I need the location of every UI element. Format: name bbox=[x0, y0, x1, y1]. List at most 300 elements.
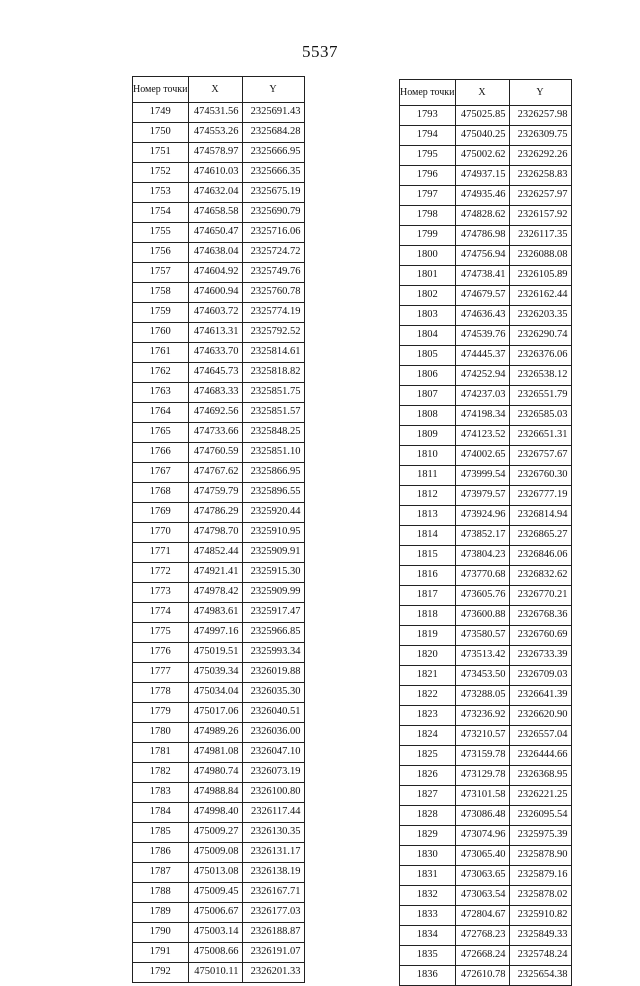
y-coordinate-cell: 2326088.08 bbox=[509, 246, 571, 266]
y-coordinate-cell: 2326760.69 bbox=[509, 626, 571, 646]
y-coordinate-cell: 2325910.82 bbox=[509, 906, 571, 926]
x-coordinate-cell: 472610.78 bbox=[455, 966, 509, 986]
y-coordinate-cell: 2325749.76 bbox=[242, 263, 304, 283]
table-row bbox=[133, 783, 305, 803]
y-coordinate-cell: 2326221.25 bbox=[509, 786, 571, 806]
y-coordinate-cell: 2326100.80 bbox=[242, 783, 304, 803]
table-row bbox=[133, 223, 305, 243]
x-coordinate-cell: 474733.66 bbox=[188, 423, 242, 443]
x-coordinate-cell: 473852.17 bbox=[455, 526, 509, 546]
y-coordinate-cell: 2326162.44 bbox=[509, 286, 571, 306]
x-coordinate-cell: 474123.52 bbox=[455, 426, 509, 446]
table-row bbox=[400, 706, 572, 726]
table-row bbox=[133, 323, 305, 343]
table-row bbox=[400, 626, 572, 646]
y-coordinate-cell: 2325760.78 bbox=[242, 283, 304, 303]
x-coordinate-cell: 474445.37 bbox=[455, 346, 509, 366]
y-coordinate-cell: 2326760.30 bbox=[509, 466, 571, 486]
table-row bbox=[133, 663, 305, 683]
table-row bbox=[133, 823, 305, 843]
point-number-cell: 1808 bbox=[400, 406, 456, 426]
x-coordinate-cell: 474531.56 bbox=[188, 103, 242, 123]
table-row bbox=[400, 806, 572, 826]
point-number-cell: 1780 bbox=[133, 723, 189, 743]
y-coordinate-cell: 2326620.90 bbox=[509, 706, 571, 726]
header-y: Y bbox=[242, 77, 304, 103]
x-coordinate-cell: 473999.54 bbox=[455, 466, 509, 486]
x-coordinate-cell: 474002.65 bbox=[455, 446, 509, 466]
x-coordinate-cell: 474604.92 bbox=[188, 263, 242, 283]
y-coordinate-cell: 2326167.71 bbox=[242, 883, 304, 903]
point-number-cell: 1811 bbox=[400, 466, 456, 486]
x-coordinate-cell: 474198.34 bbox=[455, 406, 509, 426]
point-number-cell: 1819 bbox=[400, 626, 456, 646]
table-row bbox=[400, 366, 572, 386]
point-number-cell: 1751 bbox=[133, 143, 189, 163]
x-coordinate-cell: 473159.78 bbox=[455, 746, 509, 766]
x-coordinate-cell: 474756.94 bbox=[455, 246, 509, 266]
table-row bbox=[400, 346, 572, 366]
header-point-number: Номер точки bbox=[133, 77, 189, 103]
x-coordinate-cell: 472668.24 bbox=[455, 946, 509, 966]
point-number-cell: 1777 bbox=[133, 663, 189, 683]
table-row bbox=[400, 326, 572, 346]
point-number-cell: 1810 bbox=[400, 446, 456, 466]
y-coordinate-cell: 2326073.19 bbox=[242, 763, 304, 783]
table-row bbox=[133, 863, 305, 883]
table-row bbox=[400, 746, 572, 766]
y-coordinate-cell: 2326035.30 bbox=[242, 683, 304, 703]
point-number-cell: 1789 bbox=[133, 903, 189, 923]
table-row bbox=[133, 923, 305, 943]
x-coordinate-cell: 474610.03 bbox=[188, 163, 242, 183]
table-row bbox=[400, 206, 572, 226]
y-coordinate-cell: 2325792.52 bbox=[242, 323, 304, 343]
point-number-cell: 1824 bbox=[400, 726, 456, 746]
y-coordinate-cell: 2325915.30 bbox=[242, 563, 304, 583]
table-row bbox=[133, 243, 305, 263]
point-number-cell: 1820 bbox=[400, 646, 456, 666]
point-number-cell: 1827 bbox=[400, 786, 456, 806]
point-number-cell: 1771 bbox=[133, 543, 189, 563]
point-number-cell: 1793 bbox=[400, 106, 456, 126]
y-coordinate-cell: 2325851.10 bbox=[242, 443, 304, 463]
header-x: X bbox=[188, 77, 242, 103]
y-coordinate-cell: 2325684.28 bbox=[242, 123, 304, 143]
table-row bbox=[400, 566, 572, 586]
x-coordinate-cell: 474553.26 bbox=[188, 123, 242, 143]
point-number-cell: 1773 bbox=[133, 583, 189, 603]
x-coordinate-cell: 474237.03 bbox=[455, 386, 509, 406]
y-coordinate-cell: 2326095.54 bbox=[509, 806, 571, 826]
x-coordinate-cell: 474989.26 bbox=[188, 723, 242, 743]
y-coordinate-cell: 2326551.79 bbox=[509, 386, 571, 406]
x-coordinate-cell: 474981.08 bbox=[188, 743, 242, 763]
y-coordinate-cell: 2326203.35 bbox=[509, 306, 571, 326]
table-row bbox=[133, 343, 305, 363]
point-number-cell: 1818 bbox=[400, 606, 456, 626]
x-coordinate-cell: 475034.04 bbox=[188, 683, 242, 703]
point-number-cell: 1806 bbox=[400, 366, 456, 386]
page-number: 5537 bbox=[302, 42, 338, 61]
x-coordinate-cell: 473063.65 bbox=[455, 866, 509, 886]
y-coordinate-cell: 2326036.00 bbox=[242, 723, 304, 743]
point-number-cell: 1776 bbox=[133, 643, 189, 663]
table-row bbox=[400, 246, 572, 266]
point-number-cell: 1831 bbox=[400, 866, 456, 886]
x-coordinate-cell: 474613.31 bbox=[188, 323, 242, 343]
y-coordinate-cell: 2326814.94 bbox=[509, 506, 571, 526]
x-coordinate-cell: 475003.14 bbox=[188, 923, 242, 943]
point-number-cell: 1774 bbox=[133, 603, 189, 623]
table-row bbox=[400, 846, 572, 866]
point-number-cell: 1828 bbox=[400, 806, 456, 826]
y-coordinate-cell: 2325866.95 bbox=[242, 463, 304, 483]
y-coordinate-cell: 2326047.10 bbox=[242, 743, 304, 763]
point-number-cell: 1762 bbox=[133, 363, 189, 383]
y-coordinate-cell: 2326292.26 bbox=[509, 146, 571, 166]
y-coordinate-cell: 2326117.44 bbox=[242, 803, 304, 823]
y-coordinate-cell: 2326709.03 bbox=[509, 666, 571, 686]
point-number-cell: 1749 bbox=[133, 103, 189, 123]
table-row bbox=[133, 123, 305, 143]
point-number-cell: 1794 bbox=[400, 126, 456, 146]
table-row bbox=[400, 186, 572, 206]
table-row bbox=[133, 583, 305, 603]
y-coordinate-cell: 2326768.36 bbox=[509, 606, 571, 626]
x-coordinate-cell: 473924.96 bbox=[455, 506, 509, 526]
y-coordinate-cell: 2326376.06 bbox=[509, 346, 571, 366]
x-coordinate-cell: 474983.61 bbox=[188, 603, 242, 623]
table-row bbox=[133, 723, 305, 743]
table-row bbox=[400, 426, 572, 446]
x-coordinate-cell: 473979.57 bbox=[455, 486, 509, 506]
table-row bbox=[400, 906, 572, 926]
table-row bbox=[133, 803, 305, 823]
table-row bbox=[400, 866, 572, 886]
y-coordinate-cell: 2326177.03 bbox=[242, 903, 304, 923]
table-row bbox=[400, 786, 572, 806]
x-coordinate-cell: 475009.45 bbox=[188, 883, 242, 903]
y-coordinate-cell: 2326309.75 bbox=[509, 126, 571, 146]
x-coordinate-cell: 474692.56 bbox=[188, 403, 242, 423]
x-coordinate-cell: 472768.23 bbox=[455, 926, 509, 946]
y-coordinate-cell: 2326138.19 bbox=[242, 863, 304, 883]
y-coordinate-cell: 2325675.19 bbox=[242, 183, 304, 203]
x-coordinate-cell: 475017.06 bbox=[188, 703, 242, 723]
y-coordinate-cell: 2325851.57 bbox=[242, 403, 304, 423]
y-coordinate-cell: 2325666.95 bbox=[242, 143, 304, 163]
point-number-cell: 1750 bbox=[133, 123, 189, 143]
x-coordinate-cell: 474852.44 bbox=[188, 543, 242, 563]
point-number-cell: 1755 bbox=[133, 223, 189, 243]
table-row bbox=[133, 443, 305, 463]
point-number-cell: 1787 bbox=[133, 863, 189, 883]
table-row bbox=[133, 183, 305, 203]
table-row bbox=[400, 446, 572, 466]
point-number-cell: 1788 bbox=[133, 883, 189, 903]
table-row bbox=[400, 526, 572, 546]
x-coordinate-cell: 474679.57 bbox=[455, 286, 509, 306]
y-coordinate-cell: 2325818.82 bbox=[242, 363, 304, 383]
x-coordinate-cell: 474683.33 bbox=[188, 383, 242, 403]
y-coordinate-cell: 2325654.38 bbox=[509, 966, 571, 986]
table-row bbox=[400, 126, 572, 146]
table-row bbox=[400, 966, 572, 986]
point-number-cell: 1779 bbox=[133, 703, 189, 723]
table-row bbox=[400, 686, 572, 706]
y-coordinate-cell: 2325896.55 bbox=[242, 483, 304, 503]
coordinates-table-left bbox=[132, 76, 305, 983]
point-number-cell: 1781 bbox=[133, 743, 189, 763]
point-number-cell: 1836 bbox=[400, 966, 456, 986]
x-coordinate-cell: 473129.78 bbox=[455, 766, 509, 786]
point-number-cell: 1761 bbox=[133, 343, 189, 363]
point-number-cell: 1823 bbox=[400, 706, 456, 726]
point-number-cell: 1784 bbox=[133, 803, 189, 823]
table-row bbox=[133, 643, 305, 663]
x-coordinate-cell: 474638.04 bbox=[188, 243, 242, 263]
x-coordinate-cell: 474767.62 bbox=[188, 463, 242, 483]
y-coordinate-cell: 2326131.17 bbox=[242, 843, 304, 863]
x-coordinate-cell: 474760.59 bbox=[188, 443, 242, 463]
x-coordinate-cell: 474650.47 bbox=[188, 223, 242, 243]
y-coordinate-cell: 2325878.90 bbox=[509, 846, 571, 866]
x-coordinate-cell: 473804.23 bbox=[455, 546, 509, 566]
table-row bbox=[400, 646, 572, 666]
y-coordinate-cell: 2325724.72 bbox=[242, 243, 304, 263]
table-row bbox=[133, 463, 305, 483]
point-number-cell: 1813 bbox=[400, 506, 456, 526]
x-coordinate-cell: 474738.41 bbox=[455, 266, 509, 286]
table-row bbox=[133, 163, 305, 183]
x-coordinate-cell: 473101.58 bbox=[455, 786, 509, 806]
point-number-cell: 1757 bbox=[133, 263, 189, 283]
x-coordinate-cell: 475008.66 bbox=[188, 943, 242, 963]
table-row bbox=[400, 286, 572, 306]
table-body-left bbox=[133, 103, 305, 983]
table-row bbox=[133, 383, 305, 403]
y-coordinate-cell: 2325909.99 bbox=[242, 583, 304, 603]
point-number-cell: 1830 bbox=[400, 846, 456, 866]
x-coordinate-cell: 474786.29 bbox=[188, 503, 242, 523]
table-row bbox=[400, 306, 572, 326]
x-coordinate-cell: 474539.76 bbox=[455, 326, 509, 346]
x-coordinate-cell: 473513.42 bbox=[455, 646, 509, 666]
y-coordinate-cell: 2325716.06 bbox=[242, 223, 304, 243]
point-number-cell: 1791 bbox=[133, 943, 189, 963]
table-row bbox=[133, 483, 305, 503]
point-number-cell: 1783 bbox=[133, 783, 189, 803]
y-coordinate-cell: 2326290.74 bbox=[509, 326, 571, 346]
y-coordinate-cell: 2325849.33 bbox=[509, 926, 571, 946]
table-row bbox=[400, 146, 572, 166]
x-coordinate-cell: 473236.92 bbox=[455, 706, 509, 726]
x-coordinate-cell: 474980.74 bbox=[188, 763, 242, 783]
y-coordinate-cell: 2326019.88 bbox=[242, 663, 304, 683]
x-coordinate-cell: 473288.05 bbox=[455, 686, 509, 706]
table-row bbox=[400, 386, 572, 406]
y-coordinate-cell: 2326757.67 bbox=[509, 446, 571, 466]
y-coordinate-cell: 2325975.39 bbox=[509, 826, 571, 846]
table-row bbox=[133, 423, 305, 443]
y-coordinate-cell: 2325910.95 bbox=[242, 523, 304, 543]
table-row bbox=[133, 283, 305, 303]
table-row bbox=[133, 623, 305, 643]
table-row bbox=[133, 363, 305, 383]
point-number-cell: 1809 bbox=[400, 426, 456, 446]
point-number-cell: 1822 bbox=[400, 686, 456, 706]
x-coordinate-cell: 475009.08 bbox=[188, 843, 242, 863]
table-row bbox=[400, 826, 572, 846]
y-coordinate-cell: 2325848.25 bbox=[242, 423, 304, 443]
y-coordinate-cell: 2325920.44 bbox=[242, 503, 304, 523]
point-number-cell: 1797 bbox=[400, 186, 456, 206]
point-number-cell: 1792 bbox=[133, 963, 189, 983]
table-row bbox=[400, 606, 572, 626]
table-row bbox=[133, 523, 305, 543]
point-number-cell: 1759 bbox=[133, 303, 189, 323]
x-coordinate-cell: 474921.41 bbox=[188, 563, 242, 583]
x-coordinate-cell: 475013.08 bbox=[188, 863, 242, 883]
x-coordinate-cell: 473074.96 bbox=[455, 826, 509, 846]
table-row bbox=[133, 943, 305, 963]
table-row bbox=[400, 586, 572, 606]
point-number-cell: 1826 bbox=[400, 766, 456, 786]
x-coordinate-cell: 474998.40 bbox=[188, 803, 242, 823]
point-number-cell: 1807 bbox=[400, 386, 456, 406]
x-coordinate-cell: 474645.73 bbox=[188, 363, 242, 383]
point-number-cell: 1829 bbox=[400, 826, 456, 846]
y-coordinate-cell: 2326258.83 bbox=[509, 166, 571, 186]
table-row bbox=[400, 506, 572, 526]
point-number-cell: 1795 bbox=[400, 146, 456, 166]
table-row bbox=[133, 203, 305, 223]
x-coordinate-cell: 473580.57 bbox=[455, 626, 509, 646]
table-row bbox=[400, 946, 572, 966]
x-coordinate-cell: 474978.42 bbox=[188, 583, 242, 603]
point-number-cell: 1802 bbox=[400, 286, 456, 306]
table-row bbox=[133, 563, 305, 583]
y-coordinate-cell: 2326733.39 bbox=[509, 646, 571, 666]
table-row bbox=[133, 683, 305, 703]
x-coordinate-cell: 473063.54 bbox=[455, 886, 509, 906]
y-coordinate-cell: 2325993.34 bbox=[242, 643, 304, 663]
x-coordinate-cell: 473605.76 bbox=[455, 586, 509, 606]
point-number-cell: 1769 bbox=[133, 503, 189, 523]
x-coordinate-cell: 475019.51 bbox=[188, 643, 242, 663]
x-coordinate-cell: 474786.98 bbox=[455, 226, 509, 246]
point-number-cell: 1763 bbox=[133, 383, 189, 403]
point-number-cell: 1821 bbox=[400, 666, 456, 686]
point-number-cell: 1756 bbox=[133, 243, 189, 263]
x-coordinate-cell: 474759.79 bbox=[188, 483, 242, 503]
table-row bbox=[133, 703, 305, 723]
x-coordinate-cell: 475006.67 bbox=[188, 903, 242, 923]
table-row bbox=[133, 543, 305, 563]
point-number-cell: 1782 bbox=[133, 763, 189, 783]
point-number-cell: 1815 bbox=[400, 546, 456, 566]
point-number-cell: 1785 bbox=[133, 823, 189, 843]
table-row bbox=[133, 103, 305, 123]
y-coordinate-cell: 2325909.91 bbox=[242, 543, 304, 563]
y-coordinate-cell: 2326777.19 bbox=[509, 486, 571, 506]
x-coordinate-cell: 474988.84 bbox=[188, 783, 242, 803]
x-coordinate-cell: 474252.94 bbox=[455, 366, 509, 386]
y-coordinate-cell: 2326191.07 bbox=[242, 943, 304, 963]
table-header-row bbox=[133, 77, 305, 103]
table-row bbox=[133, 963, 305, 983]
point-number-cell: 1768 bbox=[133, 483, 189, 503]
table-row bbox=[133, 263, 305, 283]
y-coordinate-cell: 2326040.51 bbox=[242, 703, 304, 723]
point-number-cell: 1834 bbox=[400, 926, 456, 946]
point-number-cell: 1835 bbox=[400, 946, 456, 966]
table-body-right bbox=[400, 106, 572, 986]
x-coordinate-cell: 473086.48 bbox=[455, 806, 509, 826]
table-row bbox=[400, 106, 572, 126]
x-coordinate-cell: 474603.72 bbox=[188, 303, 242, 323]
y-coordinate-cell: 2325966.85 bbox=[242, 623, 304, 643]
point-number-cell: 1817 bbox=[400, 586, 456, 606]
point-number-cell: 1764 bbox=[133, 403, 189, 423]
point-number-cell: 1790 bbox=[133, 923, 189, 943]
x-coordinate-cell: 474935.46 bbox=[455, 186, 509, 206]
y-coordinate-cell: 2325748.24 bbox=[509, 946, 571, 966]
y-coordinate-cell: 2325851.75 bbox=[242, 383, 304, 403]
point-number-cell: 1770 bbox=[133, 523, 189, 543]
table-row bbox=[133, 303, 305, 323]
table-row bbox=[133, 903, 305, 923]
y-coordinate-cell: 2326832.62 bbox=[509, 566, 571, 586]
table-row bbox=[400, 406, 572, 426]
y-coordinate-cell: 2326257.97 bbox=[509, 186, 571, 206]
point-number-cell: 1754 bbox=[133, 203, 189, 223]
point-number-cell: 1752 bbox=[133, 163, 189, 183]
x-coordinate-cell: 474798.70 bbox=[188, 523, 242, 543]
point-number-cell: 1753 bbox=[133, 183, 189, 203]
table-row bbox=[133, 503, 305, 523]
point-number-cell: 1799 bbox=[400, 226, 456, 246]
x-coordinate-cell: 474632.04 bbox=[188, 183, 242, 203]
point-number-cell: 1804 bbox=[400, 326, 456, 346]
table-row bbox=[133, 143, 305, 163]
table-row bbox=[400, 926, 572, 946]
x-coordinate-cell: 475009.27 bbox=[188, 823, 242, 843]
table-row bbox=[133, 403, 305, 423]
x-coordinate-cell: 472804.67 bbox=[455, 906, 509, 926]
point-number-cell: 1814 bbox=[400, 526, 456, 546]
x-coordinate-cell: 475002.62 bbox=[455, 146, 509, 166]
header-x: X bbox=[455, 80, 509, 106]
point-number-cell: 1778 bbox=[133, 683, 189, 703]
point-number-cell: 1816 bbox=[400, 566, 456, 586]
x-coordinate-cell: 474937.15 bbox=[455, 166, 509, 186]
point-number-cell: 1803 bbox=[400, 306, 456, 326]
point-number-cell: 1801 bbox=[400, 266, 456, 286]
x-coordinate-cell: 474633.70 bbox=[188, 343, 242, 363]
y-coordinate-cell: 2325917.47 bbox=[242, 603, 304, 623]
y-coordinate-cell: 2326770.21 bbox=[509, 586, 571, 606]
y-coordinate-cell: 2326117.35 bbox=[509, 226, 571, 246]
y-coordinate-cell: 2326188.87 bbox=[242, 923, 304, 943]
x-coordinate-cell: 473770.68 bbox=[455, 566, 509, 586]
y-coordinate-cell: 2325879.16 bbox=[509, 866, 571, 886]
x-coordinate-cell: 473210.57 bbox=[455, 726, 509, 746]
table-row bbox=[400, 266, 572, 286]
point-number-cell: 1775 bbox=[133, 623, 189, 643]
x-coordinate-cell: 473065.40 bbox=[455, 846, 509, 866]
